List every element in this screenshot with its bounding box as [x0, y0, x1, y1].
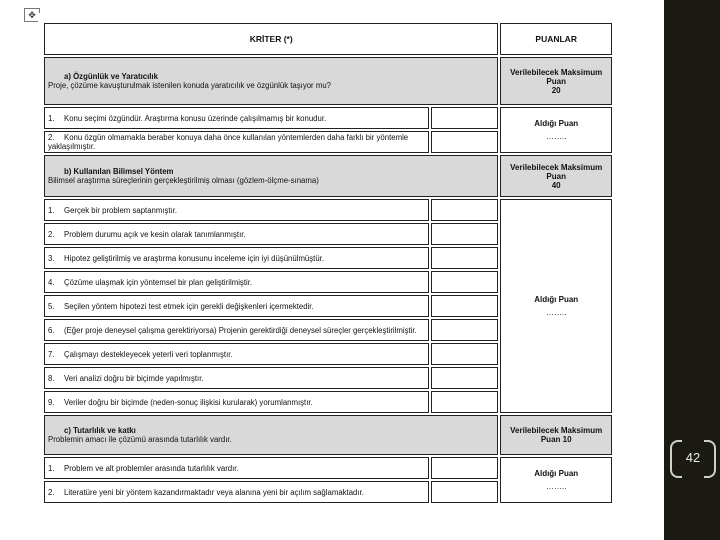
section-b-title: Kullanılan Bilimsel Yöntem [73, 167, 174, 176]
score-cell[interactable] [431, 319, 498, 341]
section-b-max-label: Verilebilecek Maksimum Puan [510, 162, 603, 181]
section-c-item: 2. Literatüre yeni bir yöntem kazandırmaktadır veya alanına yeni bir açılım sağlamaktadır. [44, 481, 429, 503]
section-c-title: Tutarlılık ve katkı [73, 426, 136, 435]
section-a-prefix: a) [64, 72, 71, 81]
section-a-item: 1. Konu seçimi özgündür. Araştırma konusu üzerinde çalışılmamış bir konudur. [44, 107, 429, 129]
section-c-header [44, 415, 498, 455]
section-b-item: 9. Veriler doğru bir biçimde (neden-sonuç ilişkisi kurularak) yorumlanmıştır. [44, 391, 429, 413]
score-cell[interactable] [431, 223, 498, 245]
section-c-question: Problemin amacı ile çözümü arasında tutarlılık vardır. [48, 435, 232, 444]
section-c-max-points: 10 [562, 435, 572, 444]
received-value: …….. [545, 132, 567, 141]
section-b-item: 4. Çözüme ulaşmak için yöntemsel bir plan geliştirilmiştir. [44, 271, 429, 293]
criteria-header: KRİTER (*) [44, 23, 498, 55]
section-b-max [500, 155, 612, 197]
section-a-max-points: 20 [551, 85, 561, 95]
score-cell[interactable] [431, 457, 498, 479]
section-b-item: 1. Gerçek bir problem saptanmıştır. [44, 199, 429, 221]
section-b-prefix: b) [64, 167, 72, 176]
score-cell[interactable] [431, 107, 498, 129]
received-value: …….. [545, 482, 567, 491]
table-move-handle[interactable]: ✥ [24, 8, 40, 22]
section-b-item: 8. Veri analizi doğru bir biçimde yapılmıştır. [44, 367, 429, 389]
section-b-question: Bilimsel araştırma süreçlerinin gerçekleştirilmiş olması (gözlem-ölçme-sınama) [48, 176, 319, 185]
section-a-item: 2. Konu özgün olmamakla beraber konuya daha önce kullanılan yöntemlerden daha farklı bir yöntemle yaklaşılmıştır. [44, 131, 429, 153]
section-b-item: 7. Çalışmayı destekleyecek yeterli veri toplanmıştır. [44, 343, 429, 365]
score-cell[interactable] [431, 367, 498, 389]
received-value: …….. [545, 308, 567, 317]
section-b-max-points: 40 [551, 180, 561, 190]
section-c-item: 1. Problem ve alt problemler arasında tutarlılık vardır. [44, 457, 429, 479]
section-b-header [44, 155, 498, 197]
criteria-document [38, 13, 624, 523]
score-cell[interactable] [431, 271, 498, 293]
section-c-prefix: c) [64, 426, 71, 435]
section-b-item: 2. Problem durumu açık ve kesin olarak tanımlanmıştır. [44, 223, 429, 245]
score-cell[interactable] [431, 247, 498, 269]
section-a-question: Proje, çözüme kavuşturulmak istenilen konuda yaratıcılık ve özgünlük taşıyor mu? [48, 81, 331, 90]
score-cell[interactable] [431, 199, 498, 221]
score-cell[interactable] [431, 295, 498, 317]
section-c-max-label: Verilebilecek Maksimum Puan [510, 426, 603, 444]
score-cell[interactable] [431, 391, 498, 413]
section-b-received [500, 199, 612, 413]
section-a-max [500, 57, 612, 105]
score-cell[interactable] [431, 343, 498, 365]
score-cell[interactable] [431, 481, 498, 503]
score-cell[interactable] [431, 131, 498, 153]
received-label: Aldığı Puan [534, 295, 579, 304]
section-a-title: Özgünlük ve Yaratıcılık [73, 72, 158, 81]
section-a-max-label: Verilebilecek Maksimum Puan [510, 67, 603, 86]
page-number-badge [670, 440, 716, 476]
page-number: 42 [685, 450, 701, 465]
section-b-item: 6. (Eğer proje deneysel çalışma gerektiriyorsa) Projenin gerektirdiği deneysel süreçler gerçekleştirilmiştir. [44, 319, 429, 341]
received-label: Aldığı Puan [534, 119, 579, 128]
section-b-item: 5. Seçilen yöntem hipotezi test etmek için gerekli değişkenleri içermektedir. [44, 295, 429, 317]
section-c-received [500, 457, 612, 503]
section-b-item: 3. Hipotez geliştirilmiş ve araştırma konusunu inceleme için iyi düşünülmüştür. [44, 247, 429, 269]
section-a-received [500, 107, 612, 153]
received-label: Aldığı Puan [534, 469, 579, 478]
criteria-table [42, 21, 614, 505]
section-c-max [500, 415, 612, 455]
section-a-header [44, 57, 498, 105]
points-header: PUANLAR [500, 23, 612, 55]
